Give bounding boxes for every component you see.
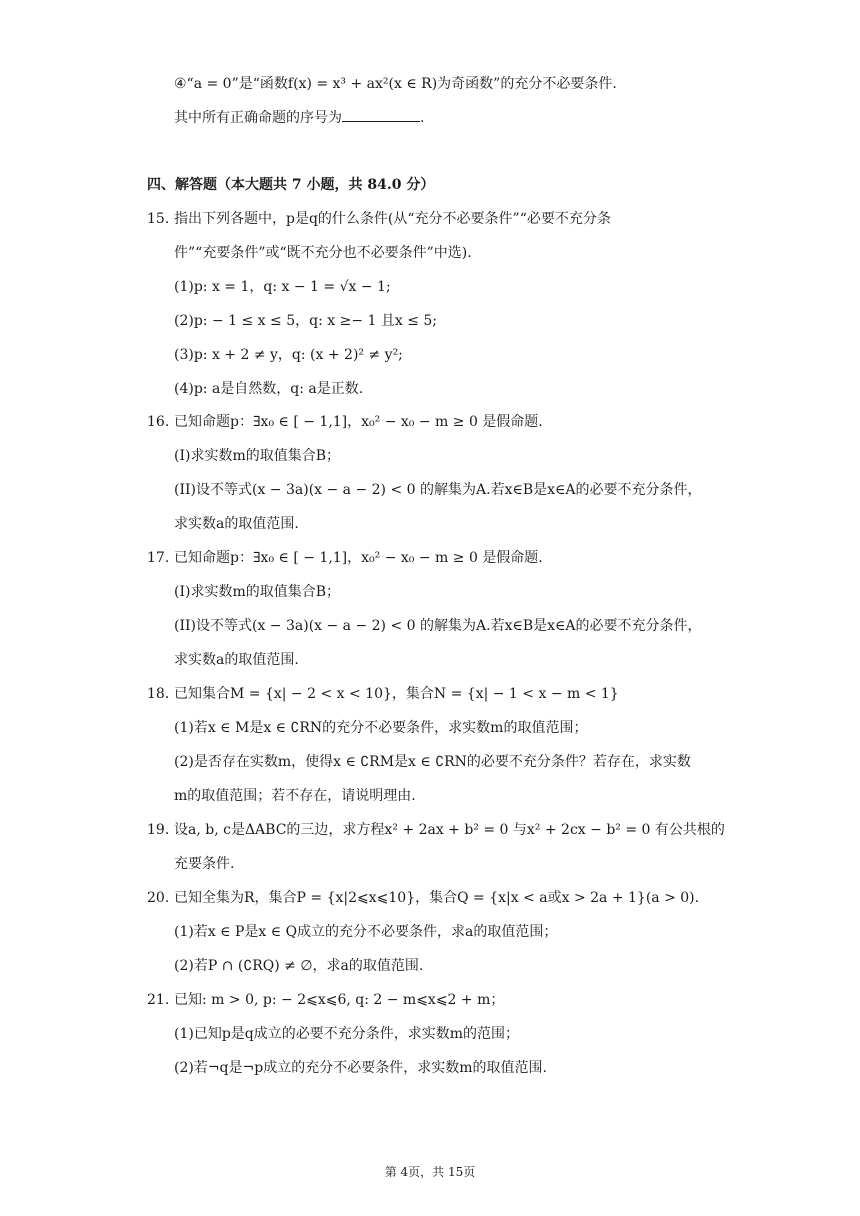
- question-number: 20.: [147, 890, 170, 906]
- question-line: 已知集合M = {x| − 2 < x < 10}，集合N = {x| − 1 < x − m < 1}: [174, 686, 619, 702]
- question-line: (II)设不等式(x − 3a)(x − a − 2) < 0 的解集为A.若x∈B是x∈A的必要不充分条件，: [174, 482, 702, 498]
- question-number: 19.: [147, 822, 170, 838]
- question-number: 17.: [147, 550, 170, 566]
- question-line: m的取值范围；若不存在，请说明理由.: [174, 788, 416, 804]
- answer-prompt: [174, 107, 424, 128]
- question-line: (2)若¬q是¬p成立的充分不必要条件，求实数m的取值范围.: [174, 1060, 547, 1076]
- question-line: (II)设不等式(x − 3a)(x − a − 2) < 0 的解集为A.若x∈B是x∈A的必要不充分条件，: [174, 618, 702, 634]
- question-number: 21.: [147, 992, 170, 1008]
- page-footer: 第 4页，共 15页: [384, 1165, 476, 1179]
- question-line: 求实数a的取值范围.: [174, 652, 299, 668]
- question-line: 件”“充要条件”或“既不充分也不必要条件”中选).: [174, 245, 472, 261]
- question-line: (1)若x ∈ M是x ∈ ∁RN的充分不必要条件，求实数m的取值范围；: [174, 720, 588, 736]
- question-line: 已知全集为R，集合P = {x|2⩽x⩽10}，集合Q = {x|x < a或x > 2a + 1}(a > 0).: [174, 890, 700, 906]
- answer-prompt-text: 其中所有正确命题的序号为: [174, 110, 342, 126]
- item-4: ④“a = 0”是“函数f(x) = x³ + ax²(x ∈ R)为奇函数”的充分不必要条件.: [174, 76, 617, 92]
- question-line: (2)若P ∩ (∁RQ) ≠ ∅，求a的取值范围.: [174, 958, 424, 974]
- answer-prompt-end: .: [420, 110, 425, 126]
- answer-blank: [342, 107, 420, 122]
- question-number: 18.: [147, 686, 170, 702]
- question-line: (1)已知p是q成立的必要不充分条件，求实数m的范围；: [174, 1026, 520, 1042]
- question-line: (2)p: − 1 ≤ x ≤ 5，q: x ≥− 1 且x ≤ 5;: [174, 313, 438, 329]
- question-number: 16.: [147, 414, 170, 430]
- question-line: (1)p: x = 1，q: x − 1 = √x − 1;: [174, 279, 391, 295]
- question-line: 指出下列各题中，p是q的什么条件(从“充分不必要条件”“必要不充分条: [174, 211, 611, 227]
- question-line: (1)若x ∈ P是x ∈ Q成立的充分不必要条件，求a的取值范围；: [174, 924, 558, 940]
- question-line: 已知命题p：∃x₀ ∈ [ − 1,1]，x₀² − x₀ − m ≥ 0 是假命题.: [174, 550, 543, 566]
- question-line: (2)是否存在实数m，使得x ∈ ∁RM是x ∈ ∁RN的必要不充分条件？若存在，求实数: [174, 754, 691, 770]
- question-line: 求实数a的取值范围.: [174, 516, 299, 532]
- question-line: (I)求实数m的取值集合B；: [174, 448, 341, 464]
- question-line: 设a, b, c是ΔABC的三边，求方程x² + 2ax + b² = 0 与x² + 2cx − b² = 0 有公共根的: [174, 822, 725, 838]
- question-line: 充要条件.: [174, 856, 235, 872]
- question-line: (I)求实数m的取值集合B；: [174, 584, 341, 600]
- question-line: (3)p: x + 2 ≠ y，q: (x + 2)² ≠ y²;: [174, 347, 403, 363]
- question-line: (4)p: a是自然数，q: a是正数.: [174, 381, 364, 397]
- section-title: 四、解答题（本大题共 7 小题，共 84.0 分）: [147, 177, 435, 193]
- question-line: 已知命题p：∃x₀ ∈ [ − 1,1]，x₀² − x₀ − m ≥ 0 是假命题.: [174, 414, 543, 430]
- question-line: 已知: m > 0, p: − 2⩽x⩽6, q: 2 − m⩽x⩽2 + m；: [174, 992, 505, 1008]
- question-number: 15.: [147, 211, 170, 227]
